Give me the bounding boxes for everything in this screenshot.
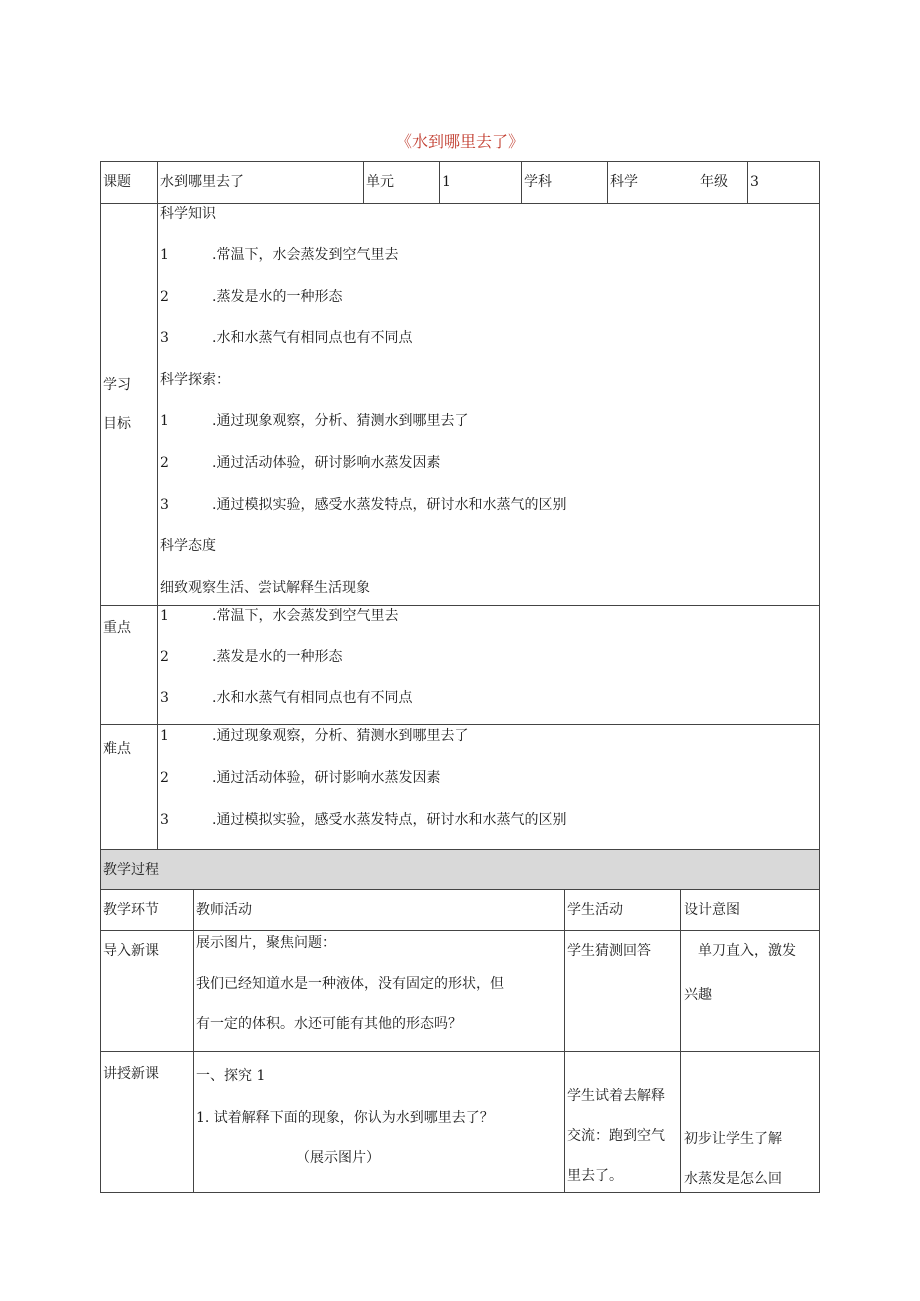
table-line-after-key-points [100,724,820,725]
inquiry-heading: 科学探索： [160,372,230,388]
label-topic: 课题 [103,174,131,190]
inquiry-item-text: .通过现象观察，分析、猜测水到哪里去了 [212,413,469,429]
objectives-label-line2: 目标 [103,416,131,432]
column-header-stage: 教学环节 [103,902,159,918]
student-activity-line: 学生猜测回答 [567,943,651,959]
table-line-after-process-heading [100,889,820,890]
column-header-teacher: 教师活动 [196,902,252,918]
table-line-after-difficult-points [100,849,820,850]
knowledge-item-text: .蒸发是水的一种形态 [212,289,343,305]
label-grade: 年级 [700,174,728,190]
process-heading-shade [100,849,819,889]
table-border-left [100,161,101,1192]
key-point-text: .常温下，水会蒸发到空气里去 [212,608,399,624]
process-divider-1 [193,889,194,1192]
student-activity-line: 交流：跑到空气 [567,1128,665,1144]
teacher-activity-line: （展示图片） [296,1150,380,1166]
teacher-activity-line: 一、探究 1 [196,1068,266,1084]
difficult-points-label: 难点 [103,741,131,757]
teacher-activity-line: 展示图片，聚焦问题： [196,935,336,951]
subject-value: 科学 [610,174,638,190]
table-line-after-intro-row [100,1051,820,1052]
difficult-point-number: 3 [160,812,169,828]
student-activity-line: 里去了。 [567,1168,623,1184]
topic-value: 水到哪里去了 [160,174,244,190]
key-point-text: .水和水蒸气有相同点也有不同点 [212,690,413,706]
knowledge-item-number: 1 [160,247,169,263]
inquiry-item-number: 2 [160,455,169,471]
table-border-right [819,161,820,1192]
key-point-number: 2 [160,649,169,665]
grade-value: 3 [750,174,759,190]
knowledge-heading: 科学知识 [160,206,216,222]
table-border-bottom [100,1192,820,1193]
unit-value: 1 [442,174,451,190]
design-intent-line: 初步让学生了解 [684,1131,782,1147]
label-subject: 学科 [524,174,552,190]
stage-intro: 导入新课 [103,943,159,959]
stage-new-lesson: 讲授新课 [103,1066,159,1082]
design-intent-line: 单刀直入，激发 [698,943,796,959]
knowledge-item-text: .常温下，水会蒸发到空气里去 [212,247,399,263]
difficult-point-number: 2 [160,770,169,786]
inquiry-item-number: 3 [160,497,169,513]
process-divider-2 [564,889,565,1192]
knowledge-item-number: 3 [160,330,169,346]
table-border-top [100,161,820,162]
inquiry-item-text: .通过活动体验，研讨影响水蒸发因素 [212,455,441,471]
design-intent-line: 兴趣 [684,987,712,1003]
knowledge-item-text: .水和水蒸气有相同点也有不同点 [212,330,413,346]
table-col-divider-label [157,161,158,849]
inquiry-item-number: 1 [160,413,169,429]
inquiry-item-text: .通过模拟实验，感受水蒸发特点，研讨水和水蒸气的区别 [212,497,567,513]
label-unit: 单元 [366,174,394,190]
header-divider-3 [521,161,522,203]
student-activity-line: 学生试着去解释 [567,1088,665,1104]
teacher-activity-line: 1. 试着解释下面的现象，你认为水到哪里去了？ [196,1110,494,1126]
header-divider-1 [363,161,364,203]
key-points-label: 重点 [103,620,131,636]
knowledge-item-number: 2 [160,289,169,305]
header-divider-5 [747,161,748,203]
difficult-point-text: .通过活动体验，研讨影响水蒸发因素 [212,770,441,786]
header-divider-4 [607,161,608,203]
teacher-activity-line: 有一定的体积。水还可能有其他的形态吗？ [196,1016,462,1032]
objectives-label-line1: 学习 [103,377,131,393]
difficult-point-number: 1 [160,728,169,744]
difficult-point-text: .通过现象观察，分析、猜测水到哪里去了 [212,728,469,744]
column-header-student: 学生活动 [567,902,623,918]
difficult-point-text: .通过模拟实验，感受水蒸发特点，研讨水和水蒸气的区别 [212,812,567,828]
key-point-number: 3 [160,690,169,706]
header-divider-2 [439,161,440,203]
attitude-text: 细致观察生活、尝试解释生活现象 [160,580,370,596]
teacher-activity-line: 我们已经知道水是一种液体，没有固定的形状，但 [196,976,504,992]
key-point-text: .蒸发是水的一种形态 [212,649,343,665]
table-line-after-columns [100,930,820,931]
key-point-number: 1 [160,608,169,624]
table-line-after-header [100,203,820,204]
design-intent-line: 水蒸发是怎么回 [684,1171,782,1187]
process-heading: 教学过程 [103,862,159,878]
column-header-intent: 设计意图 [684,902,740,918]
attitude-heading: 科学态度 [160,538,216,554]
table-line-after-objectives [100,605,820,606]
document-title: 《水到哪里去了》 [395,132,524,151]
process-divider-3 [680,889,681,1192]
